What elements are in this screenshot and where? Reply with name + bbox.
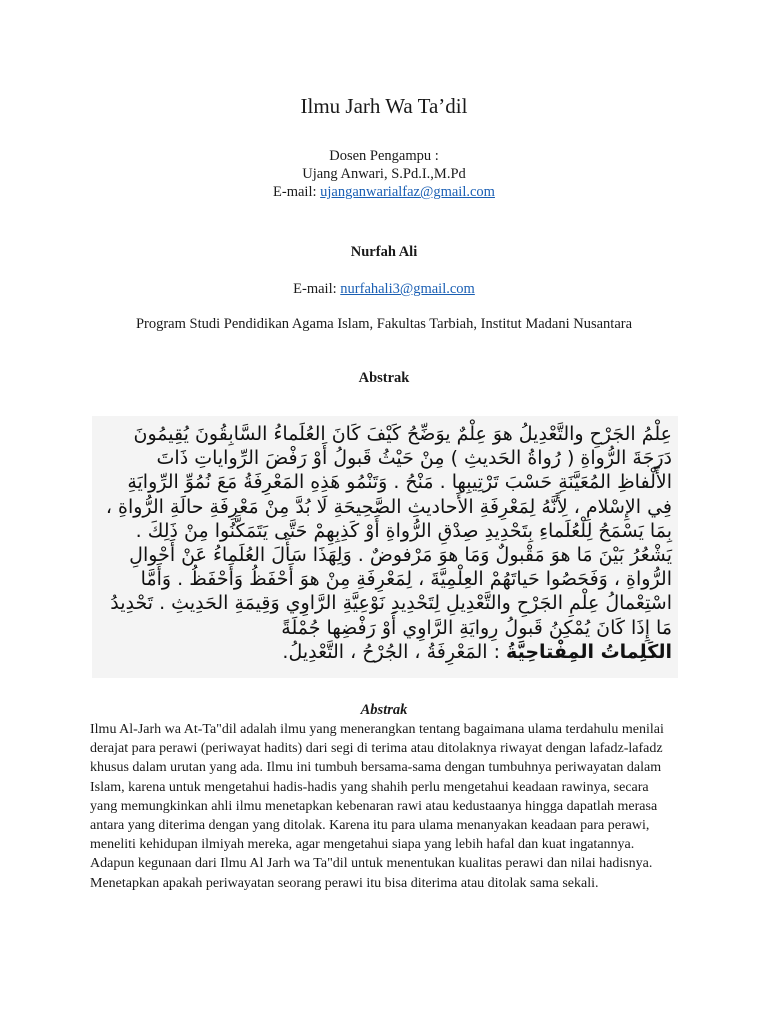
- lecturer-email-line: [0, 183, 768, 201]
- keywords-list: : المَعْرِفَةُ ، الجُرْحُ ، التَّعْدِيلُ.: [282, 640, 507, 663]
- lecturer-email-link[interactable]: ujanganwarialfaz@gmail.com: [320, 184, 495, 200]
- author-name: Nurfah Ali: [350, 244, 418, 260]
- keywords-label: الكَلِماتُ المِفْتاحِيَّةُ: [506, 640, 672, 663]
- abstract-arabic-text: [92, 416, 678, 678]
- lecturer-block: [0, 147, 768, 201]
- lecturer-email-label: E-mail:: [273, 184, 321, 200]
- abstract-indonesian-body: Ilmu Al-Jarh wa At-Ta"dil adalah ilmu yang menerangkan tentang bagaimana ulama terdahulu menilai derajat para perawi (periwayat hadits) dari segi di terima atau ditolaknya riwayat dengan lafadz-lafadz khusus dalam urutan yang ada. Ilmu ini tumbuh bersama-sama dengan tumbuhnya periwayatan dalam Islam, karena untuk mengetahui hadis-hadis yang shahih perlu mengetahui keadaan rawinya, secara yang memungkinkan ahli ilmu menetapkan kebenaran rawi atau kedustaanya hingga dapatlah merasa antara yang diterima dengan yang ditolak. Karena itu para ulama menanyakan keadaan para perawi, meneliti kehidupan ilmiyah mereka, agar mengetahui siapa yang lebih hafal dan kuat ingatannya. Adapun kegunaan dari Ilmu Al Jarh wa Ta"dil untuk menentukan kualitas perawi dan nilai hadisnya. Menetapkan apakah periwayatan seorang perawi itu bisa diterima atau ditolak sama sekali.: [90, 722, 664, 891]
- abstract-arabic-body: عِلْمُ الجَرْحِ والتَّعْدِيلُ هوَ عِلْمٌ يوَضِّحُ كَيْفَ كَانَ العُلَماءُ السَّابِقُونَ يُقِيمُونَ دَرَجَةَ الرُّواةِ ( رُواةُ الحَديثِ ) مِنْ حَيْثُ قَبولُ أَوْ رَفْضَ الرِّواياتِ ذَاتَ الأَلْفاظِ المُعَيَّنَةِ حَسْبَ تَرْتِيبِها . مَنْحُ . وَتَنْمُو هَذِهِ المَعْرِفَةُ مَعَ نُمُوِّ الرِّوايَةِ فِي الإِسْلامِ ، لِأَنَّهُ لِمَعْرِفَةِ الأَحاديثِ الصَّحِيحَةِ لَا بُدَّ مِنْ مَعْرِفَةِ حالَةِ الرُّواةِ ، بِمَا يَسْمَحُ لِلْعُلَماءِ بِتَحْدِيدِ صِدْقِ الرُّواةِ أَوْ كَذِبِهِمْ حَتَّى يَتَمَكَّنُوا مِنْ ذَلِكَ . يَشْعُرُ بَيْنَ مَا هوَ مَقْبولٌ وَمَا هوَ مَرْفوضٌ . وَلِهَذَا سَأَلَ العُلَماءُ عَنْ أَحْوالِ الرُّواةِ ، وَفَحَصُوا حَياتَهُمْ العِلْمِيَّةَ ، لِمَعْرِفَةِ مِنْ هوَ أَحْفَظُ وَأَحْفَظُ . وَأَمَّا اسْتِعْمالُ عِلْمِ الجَرْحِ والتَّعْدِيلِ لِتَحْدِيدِ نَوْعِيَّةِ الرَّاوِي وَقِيمَةِ الحَدِيثِ . تَحْدِيدُ مَا إِذَا كَانَ يُمْكِنُ قَبولُ رِوايَةِ الرَّاوِي أَوْ رَفْضِها جُمْلَةً: [105, 423, 672, 639]
- lecturer-heading: Dosen Pengampu :: [329, 148, 439, 164]
- author-email-line: [0, 281, 768, 298]
- lecturer-name: Ujang Anwari, S.Pd.I.,M.Pd: [302, 166, 466, 182]
- author-email-label: E-mail:: [293, 281, 341, 297]
- page-title: Ilmu Jarh Wa Ta’dil: [300, 94, 468, 118]
- author-email-link[interactable]: nurfahali3@gmail.com: [340, 281, 475, 297]
- abstract-indonesian-heading: Abstrak: [360, 702, 408, 718]
- abstract-arabic-heading: Abstrak: [358, 370, 410, 386]
- author-affiliation: Program Studi Pendidikan Agama Islam, Fakultas Tarbiah, Institut Madani Nusantara: [135, 316, 633, 332]
